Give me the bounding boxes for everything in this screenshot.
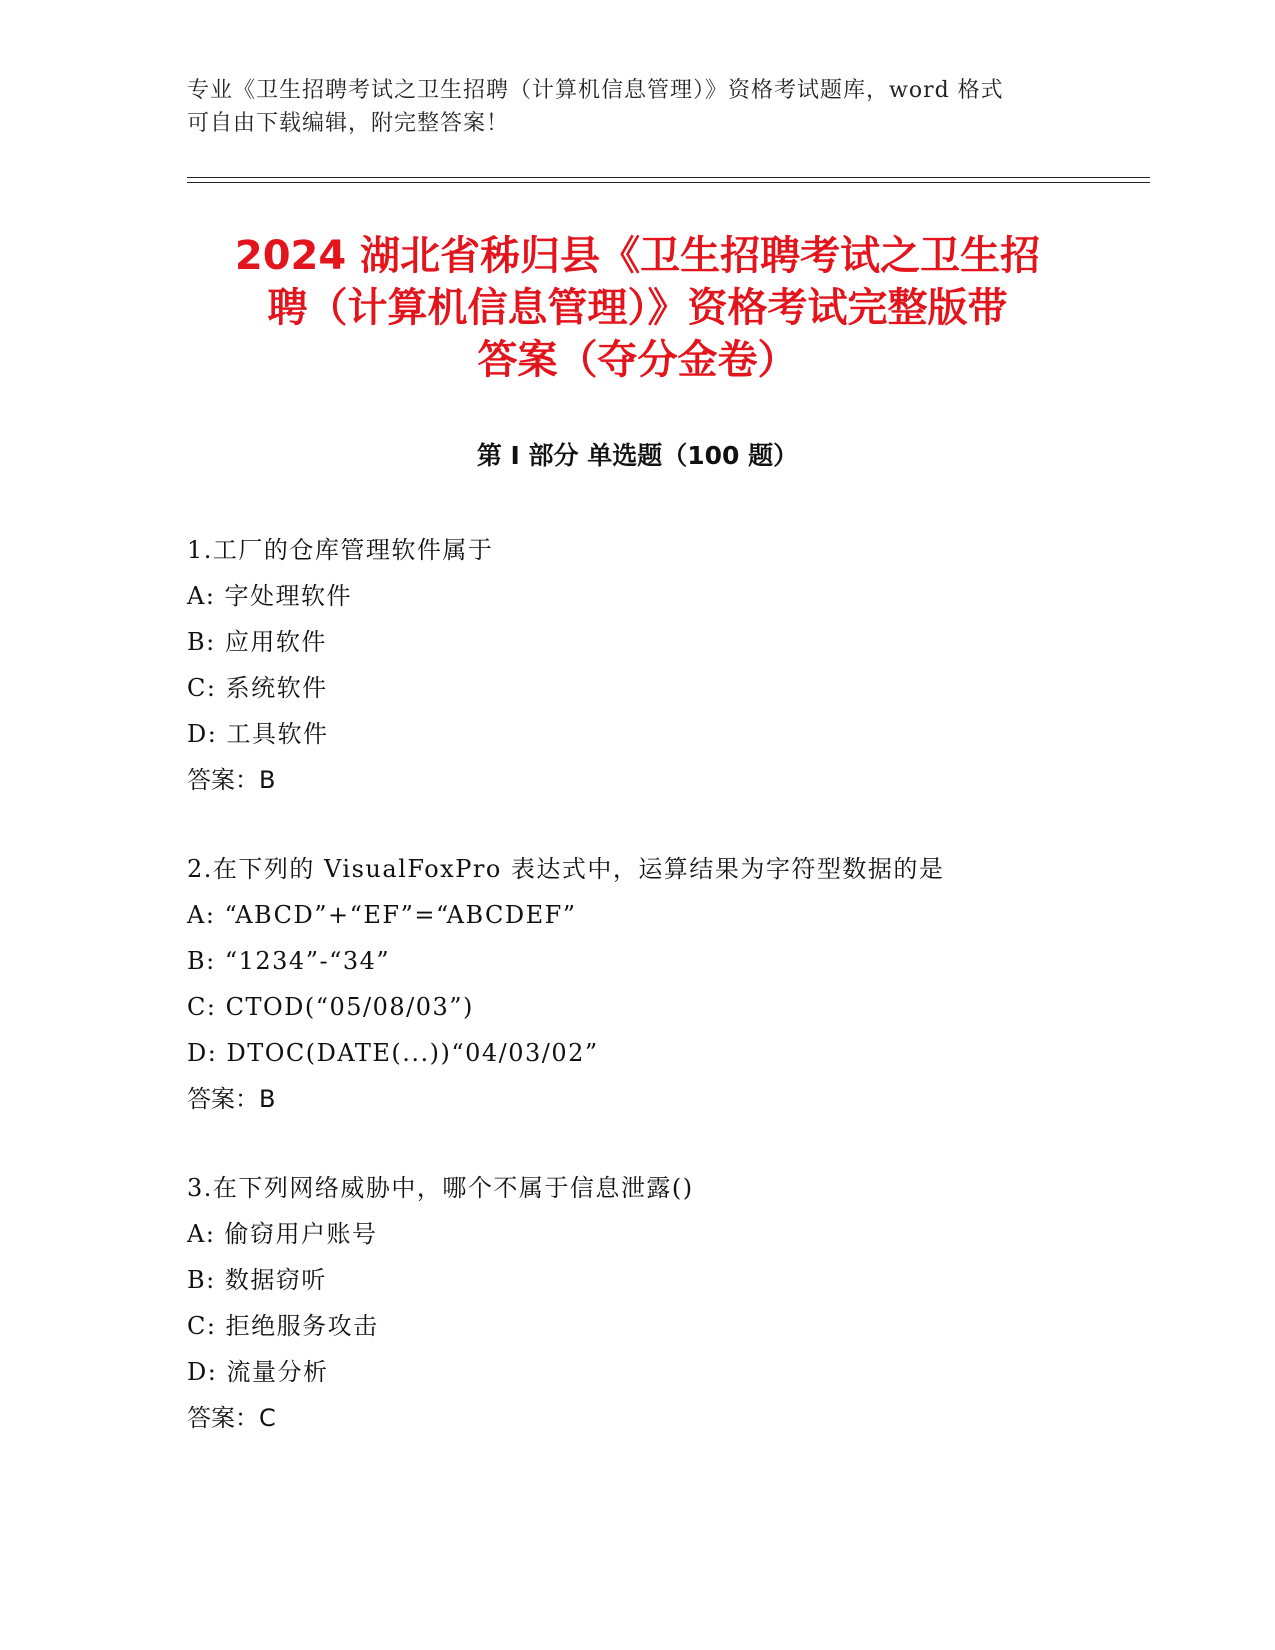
question-answer: 答案：B	[187, 766, 276, 794]
question-3	[187, 1165, 1147, 1441]
question-answer: 答案：B	[187, 1085, 276, 1113]
document-title-line-2: 聘（计算机信息管理）》资格考试完整版带	[267, 285, 1008, 331]
question-stem: 3.在下列网络威胁中，哪个不属于信息泄露()	[187, 1174, 694, 1202]
question-list	[187, 527, 1147, 1484]
option-a: A: “ABCD”+“EF”=“ABCDEF”	[187, 901, 577, 929]
question-answer: 答案：C	[187, 1404, 276, 1432]
header-note	[187, 74, 1087, 140]
option-b: B: “1234”-“34”	[187, 947, 391, 975]
document-title	[150, 230, 1125, 386]
header-divider-bottom	[187, 182, 1150, 183]
option-a: A: 字处理软件	[187, 582, 353, 610]
header-divider-top	[187, 177, 1150, 178]
header-note-line-1: 专业《卫生招聘考试之卫生招聘（计算机信息管理）》资格考试题库，word 格式	[187, 78, 1004, 103]
option-d: D: 流量分析	[187, 1358, 329, 1386]
section-title: 第 I 部分 单选题（100 题）	[476, 441, 799, 470]
option-c: C: 系统软件	[187, 674, 328, 702]
question-1	[187, 527, 1147, 803]
option-b: B: 数据窃听	[187, 1266, 327, 1294]
option-d: D: 工具软件	[187, 720, 329, 748]
option-b: B: 应用软件	[187, 628, 327, 656]
document-title-line-3: 答案（夺分金卷）	[477, 337, 798, 383]
option-c: C: 拒绝服务攻击	[187, 1312, 379, 1340]
option-d: D: DTOC(DATE(...))“04/03/02”	[187, 1039, 599, 1067]
option-a: A: 偷窃用户账号	[187, 1220, 378, 1248]
document-title-line-1: 2024 湖北省秭归县《卫生招聘考试之卫生招	[234, 233, 1041, 279]
header-note-line-2: 可自由下载编辑，附完整答案！	[187, 111, 510, 136]
option-c: C: CTOD(“05/08/03”)	[187, 993, 474, 1021]
question-2	[187, 846, 1147, 1122]
question-stem: 2.在下列的 VisualFoxPro 表达式中，运算结果为字符型数据的是	[187, 855, 945, 883]
question-stem: 1.工厂的仓库管理软件属于	[187, 536, 494, 564]
